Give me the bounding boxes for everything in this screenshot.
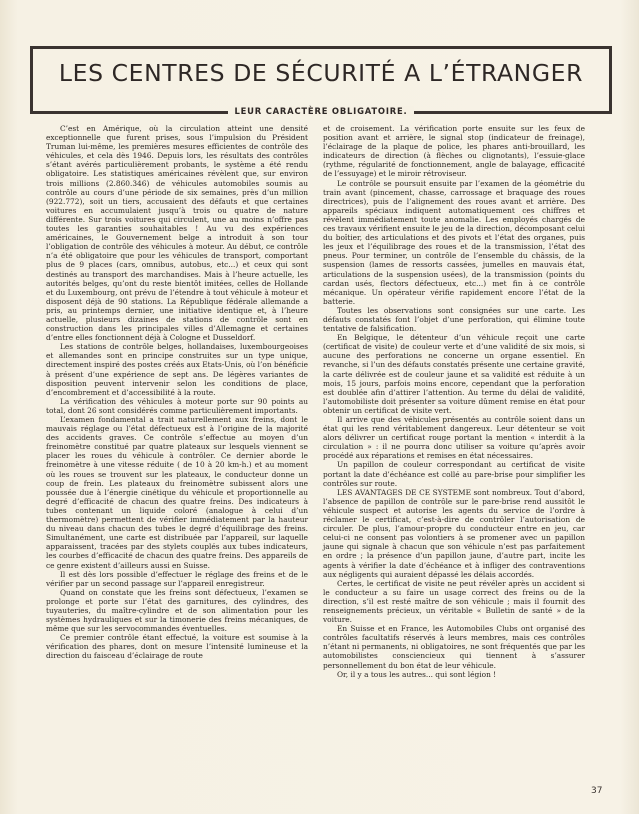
paragraph: La vérification des véhicules à moteur porte sur 90 points au total, dont 26 sont considérés comme particulièrement importants. <box>46 396 308 415</box>
paragraph: Il est dès lors possible d’effectuer le réglage des freins et de le vérifier par un second passage sur l’appareil enregistreur. <box>46 569 308 588</box>
page-title: LES CENTRES DE SÉCURITÉ A L’ÉTRANGER <box>58 59 584 87</box>
paragraph: Il arrive que des véhicules présentés au contrôle soient dans un état qui les rend véritablement dangereux. Leur détenteur se voit alors délivrer un certificat rouge portant la mention « interdit à la circulation » : il ne pourra donc utiliser sa voiture qu’après avoir procédé aux réparations et remises en état nécessaires. <box>323 415 585 461</box>
paragraph: Quand on constate que les freins sont défectueux, l’examen se prolonge et porte sur l’état des garnitures, des cylindres, des tuyauteries, du maître-cylindre et de son alimentation pour les systèmes hydrauliques et sur la timonerie des freins mécaniques, de même que sur les servocommandes éventuelles. <box>46 587 308 634</box>
paragraph: et de croisement. La vérification porte ensuite sur les feux de position avant et arrière, le signal stop (indicateur de freinage), l’éclairage de la plaque de police, les phares anti-brouillard, les indicateurs de direction (à flèches ou clignotants), l’essuie-glace (rythme, régularité de fonctionnement, angle de balayage, efficacité de l’essuyage) et le miroir rétroviseur. <box>323 124 585 179</box>
paragraph: Les stations de contrôle belges, hollandaises, luxembourgeoises et allemandes sont en principe construites sur un type unique, directement inspiré des postes créés aux Etats-Unis, où l’on bénéficie à présent d’une expérience de sept ans. De légères variantes de disposition peuvent intervenir selon les conditions de place, d’encombrement et d’accessibilité à la route. <box>46 342 308 397</box>
right-column <box>323 124 585 679</box>
paragraph: Le contrôle se poursuit ensuite par l’examen de la géométrie du train avant (pincement, chasse, carrossage et braquage des roues directrices), puis de l’alignement des roues avant et arrière. Des appareils spéciaux indiquent automatiquement ces chiffres et révèlent immédiatement toute anomalie. Les employés chargés de ces travaux vérifient ensuite le jeu de la direction, décomposant celui du boîtier, des articulations et des pivots et l’état des organes, puis les jeux et l’équilibrage des roues et de la transmission, l’état des pneus. Pour terminer, un contrôle de l’ensemble du châssis, de la suspension (lames de ressorts cassées, jumelles en mauvais état, articulations de la suspension usées), de la transmission (points du cardan usés, flectors défectueux, etc...) met fin à ce contrôle mécanique. Un opérateur vérifie rapidement encore l’état de la batterie. <box>323 178 585 306</box>
paragraph: Toutes les observations sont consignées sur une carte. Les défauts constatés font l’objet d’une perforation, qui élimine toute tentative de falsification. <box>323 305 585 334</box>
paragraph: Ce premier contrôle étant effectué, la voiture est soumise à la vérification des phares, dont on mesure l’intensité lumineuse et la direction du faisceau d’éclairage de route <box>46 633 308 661</box>
paragraph: L’examen fondamental a trait naturellement aux freins, dont le mauvais réglage ou l’état défectueux est à l’origine de la majorité des accidents graves. Ce contrôle s’effectue au moyen d’un freinomètre constitué par quatre plateaux sur lesquels viennent se placer les roues du véhicule à contrôler. Ce dernier aborde le freinomètre à une vitesse réduite ( de 10 à 20 km-h.) et au moment où les roues se trouvent sur les plateaux, le conducteur donne un coup de frein. Les plateaux du freinomètre subissent alors une poussée due à l’énergie cinétique du véhicule et proportionnelle au degré d’efficacité de chacun des quatre freins. Des indicateurs à tubes contenant un liquide coloré (analogue à celui d’un thermomètre) permettent de vérifier immédiatement par la hauteur du niveau dans chacun des tubes le degré d’équilibrage des freins. Simultanément, une carte est distribuée par l’appareil, sur laquelle apparaissent, tracées par des stylets couplés aux tubes indicateurs, les courbes d’efficacité de chacun des quatre freins. Des appareils de ce genre existent d’ailleurs aussi en Suisse. <box>46 415 308 570</box>
paragraph: Certes, le certificat de visite ne peut révéler après un accident si le conducteur a su faire un usage correct des freins ou de la direction, s’il est resté maître de son véhicule ; mais il fournit des renseignements précieux, un véritable « Bulletin de santé » de la voiture. <box>323 578 585 625</box>
subtitle-wrapper <box>33 99 609 118</box>
paragraph: En Suisse et en France, les Automobiles Clubs ont organisé des contrôles facultatifs réservés à leurs membres, mais ces contrôles n’étant ni permanents, ni obligatoires, ne sont fréquentés que par les automobilistes consciencieux qui tiennent à s’assurer personnellement du bon état de leur véhicule. <box>323 624 585 670</box>
title-frame <box>30 46 612 114</box>
left-column <box>46 124 308 661</box>
page-subtitle: LEUR CARACTÈRE OBLIGATOIRE. <box>228 106 413 116</box>
paragraph: Or, il y a tous les autres... qui sont légion ! <box>337 669 497 679</box>
paragraph: LES AVANTAGES DE CE SYSTEME sont nombreux. Tout d’abord, l’absence de papillon de contrôle sur le pare-brise rend aussitôt le véhicule suspect et autorise les agents du service de l’ordre à réclamer le certificat, c’est-à-dire de contrôler l’autorisation de circuler. De plus, l’amour-propre du conducteur entre en jeu, car celui-ci ne consent pas volontiers à se promener avec un papillon jaune qui signale à chacun que son véhicule n’est pas parfaitement en ordre ; la présence d’un papillon jaune, d’autre part, incite les agents à vérifier la date d’échéance et à infliger des contraventions aux négligents qui auraient dépassé les délais accordés. <box>323 487 585 579</box>
page-number: 37 <box>591 786 603 796</box>
paragraph: Un papillon de couleur correspondant au certificat de visite portant la date d’échéance est collé au pare-brise pour simplifier les contrôles sur route. <box>323 460 585 488</box>
paragraph: En Belgique, le détenteur d’un véhicule reçoit une carte (certificat de visite) de couleur verte et d’une validité de six mois, si aucune des perforations ne concerne un organe essentiel. En revanche, si l’un des défauts constatés présente une certaine gravité, la carte délivrée est de couleur jaune et sa validité est réduite à un mois, 15 jours, parfois moins encore, cependant que la perforation est doublée afin d’attirer l’attention. Au terme du délai de validité, l’automobiliste doit présenter sa voiture dûment remise en état pour obtenir un certificat de visite vert. <box>323 333 585 415</box>
paragraph: C’est en Amérique, où la circulation atteint une densité exceptionnelle que furent prises, sous l’impulsion du Président Truman lui-même, les premières mesures efficientes de contrôle des véhicules, et cela dès 1946. Depuis lors, les résultats des contrôles s’étant avérés particulièrement probants, le système a été rendu obligatoire. Les statistiques américaines révèlent que, sur environ trois millions (2.860.346) de véhicules automobiles soumis au contrôle au cours d’une période de six semaines, près d’un million (922.772), soit un tiers, accusaient des défauts et que certaines voitures en accumulaient jusqu’à trois ou quatre de nature différente. Sur trois voitures qui circulent, une au moins n’offre pas toutes les garanties souhaitables ! Au vu des expériences américaines, le Gouvernement belge a introduit à son tour l’obligation de contrôle des véhicules à moteur. Au début, ce contrôle n’a été obligatoire que pour les véhicules de transport, comportant plus de 9 places (cars, omnibus, autobus, etc...) et ceux qui sont destinés au transport des marchandises. Mais à l’heure actuelle, les autorités belges, qu’ont du reste bientôt imitées, celles de Hollande et du Luxembourg, ont prévu de l’étendre à tout véhicule à moteur et disposent déjà de 90 stations. La République fédérale allemande a pris, au printemps dernier, une initiative identique et, à l’heure actuelle, plusieurs dizaines de stations de contrôle sont en construction dans les principales villes d’Allemagne et certaines d’entre elles fonctionnent déjà à Cologne et Dusseldorf. <box>46 124 308 343</box>
